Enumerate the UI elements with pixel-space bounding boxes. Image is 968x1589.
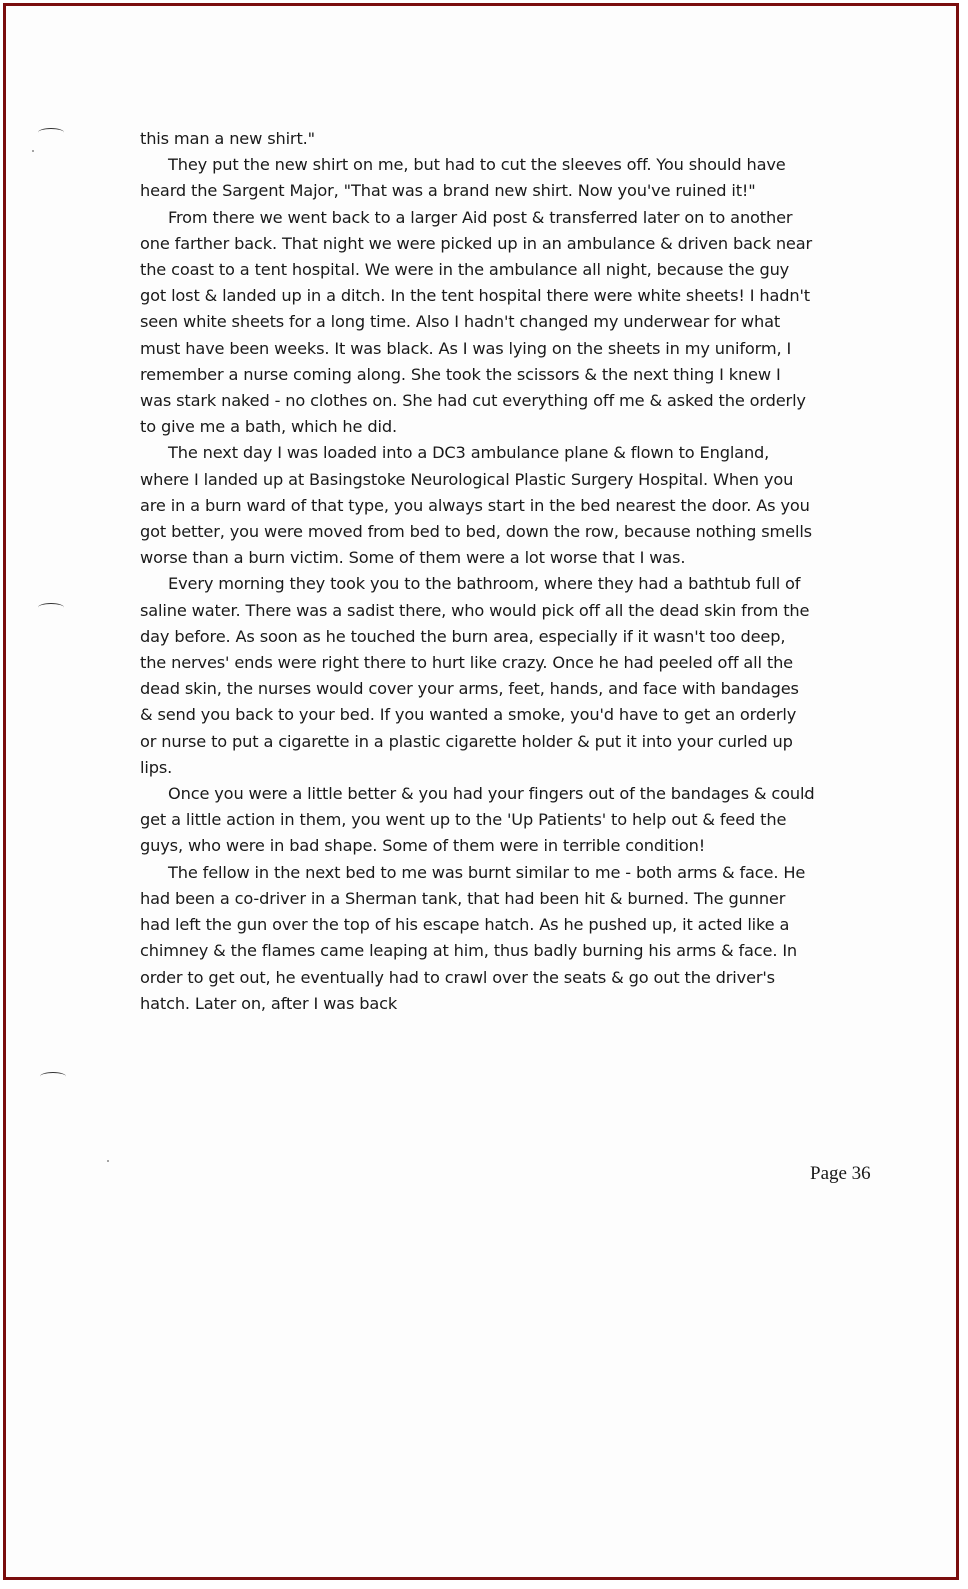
scan-speck [107,1160,109,1162]
binding-hole-mark [38,603,64,612]
paragraph-new-shirt: They put the new shirt on me, but had to cut the sleeves off. You should have heard the Sargent Major, "That was a brand new shirt. Now you've ruined it!" [140,155,786,201]
paragraph-sherman-tank: The fellow in the next bed to me was burnt similar to me - both arms & face. He had been a co-driver in a Sherman tank, that had been hit & burned. The gunner had left the gun over the top of his escape hatch. As he pushed up, it acted like a chimney & the flames came leaping at him, thus badly burning his arms & face. In order to get out, he eventually had to crawl over the seats & go out the driver's hatch. Later on, after I was back [140,862,806,1013]
paragraph-bathroom: Every morning they took you to the bathroom, where they had a bathtub full of saline water. There was a sadist there, who would pick off all the dead skin from the day before. As soon as he touched the burn area, especially if it wasn't too deep, the nerves' ends were right there to hurt like crazy. Once he had peeled off all the dead skin, the nurses would cover your arms, feet, hands, and face with bandages & send you back to your bed. If you wanted a smoke, you'd have to get an orderly or nurse to put a cigarette in a plastic cigarette holder & put it into your curled up lips. [140,574,810,777]
page-number: Page 36 [810,1163,871,1184]
paragraph-tent-hospital: From there we went back to a larger Aid post & transferred later on to another one farther back. That night we were picked up in an ambulance & driven back near the coast to a tent hospital. We were in the ambulance all night, because the guy got lost & landed up in a ditch. In the tent hospital there were white sheets! I hadn't seen white sheets for a long time. Also I hadn't changed my underwear for what must have been weeks. It was black. As I was lying on the sheets in my uniform, I remember a nurse coming along. She took the scissors & the next thing I knew I was stark naked - no clothes on. She had cut everything off me & asked the orderly to give me a bath, which he did. [140,207,813,437]
paragraph-up-patients: Once you were a little better & you had your fingers out of the bandages & could get a little action in them, you went up to the 'Up Patients' to help out & feed the guys, who were in bad shape. Some of them were in terrible condition! [140,784,815,856]
binding-hole-mark [40,1072,66,1081]
paragraph-continuation: this man a new shirt." [140,129,315,148]
paragraph-basingstoke: The next day I was loaded into a DC3 ambulance plane & flown to England, where I landed up at Basingstoke Neurological Plastic Surgery Hospital. When you are in a burn ward of that type, you always start in the bed nearest the door. As you got better, you were moved from bed to bed, down the row, because nothing smells worse than a burn victim. Some of them were a lot worse that I was. [140,443,812,568]
document-body [140,126,816,1017]
scan-speck [32,150,34,152]
binding-hole-mark [38,128,64,137]
